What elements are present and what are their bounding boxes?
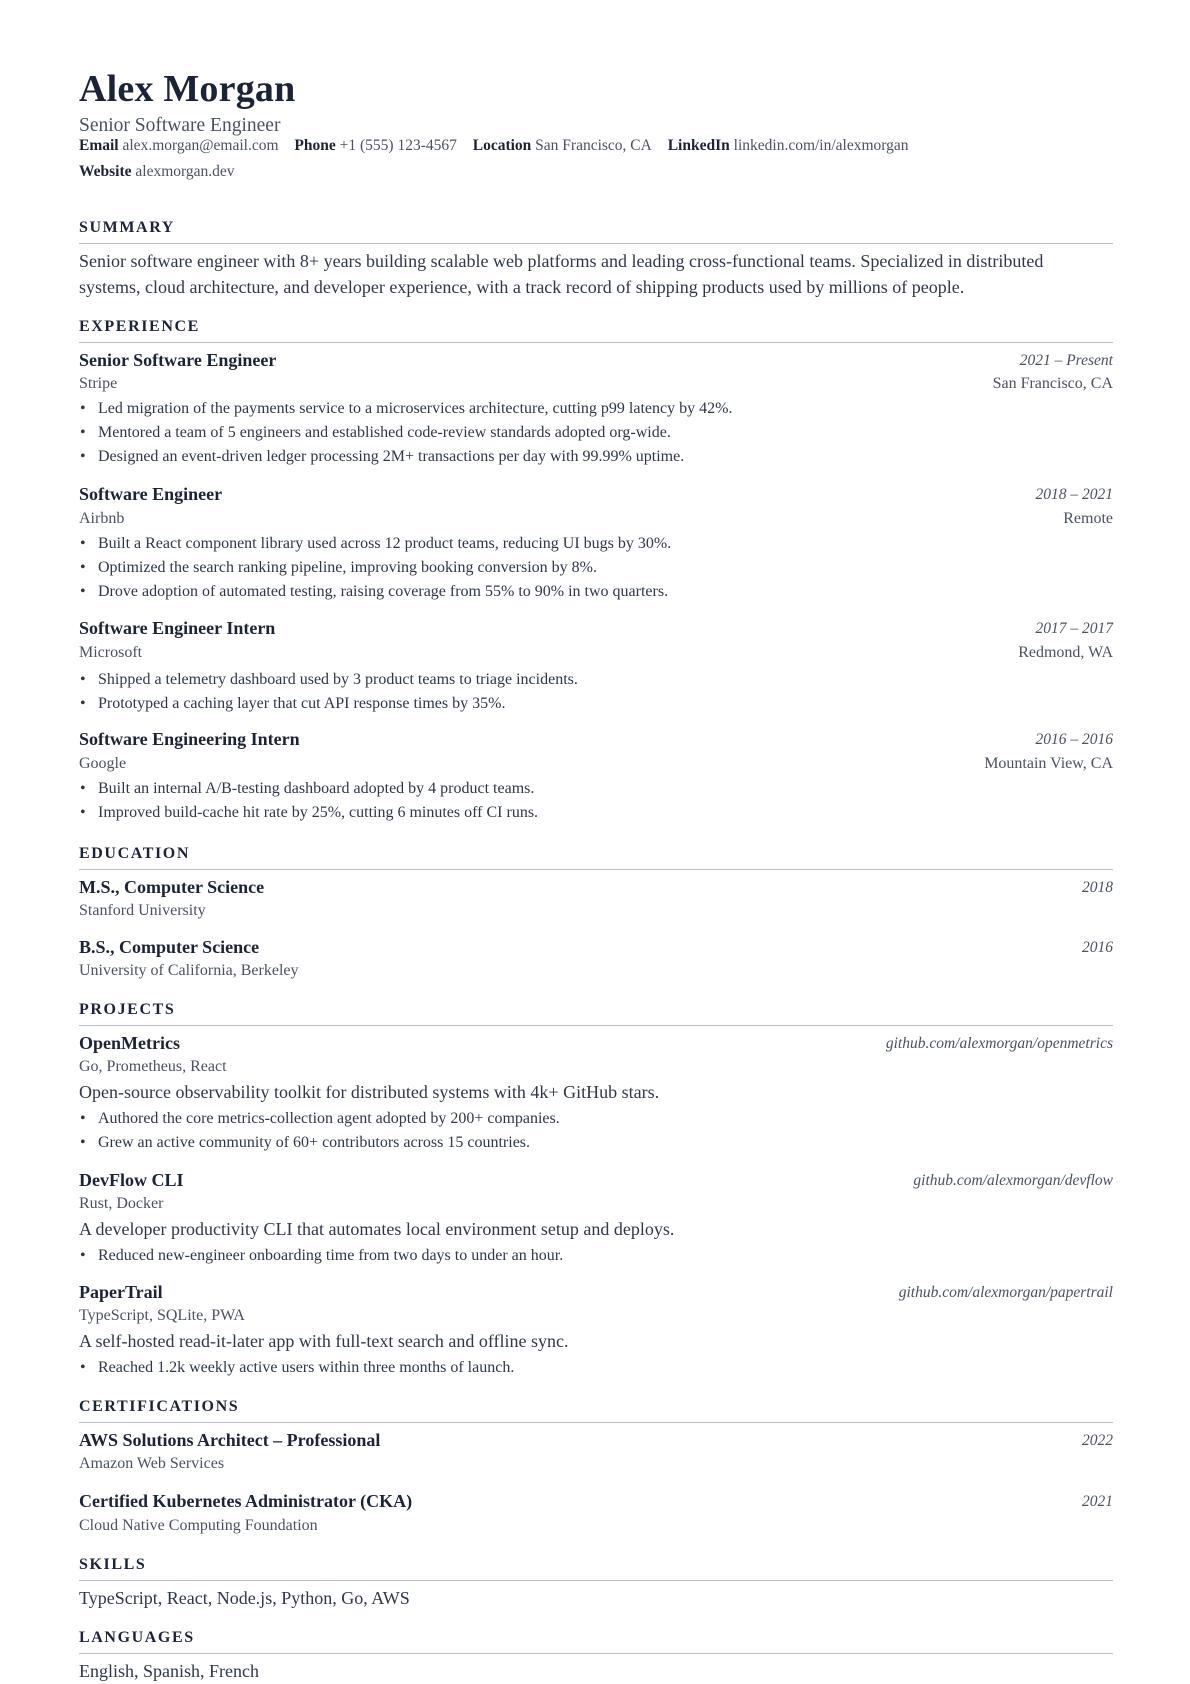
list-item: • Authored the core metrics-collection agent adopted by 200+ companies. [79, 1107, 1113, 1131]
job-dates: 2018 – 2021 [1035, 486, 1113, 503]
job-bullets [79, 532, 1113, 604]
list-item: • Optimized the search ranking pipeline, improving booking conversion by 8%. [79, 556, 1113, 580]
certification-issuer: Cloud Native Computing Foundation [79, 1517, 318, 1534]
contact-linkedin[interactable] [668, 137, 909, 154]
certification-name: AWS Solutions Architect – Professional [79, 1430, 381, 1450]
project-link[interactable]: github.com/alexmorgan/devflow [913, 1172, 1113, 1189]
contact-location [473, 137, 652, 154]
job-bullets [79, 668, 1113, 716]
section-title-languages: LANGUAGES [79, 1628, 1113, 1654]
project-link[interactable]: github.com/alexmorgan/papertrail [898, 1284, 1113, 1301]
job-role: Software Engineer Intern [79, 618, 276, 638]
list-item: • Designed an event-driven ledger processing 2M+ transactions per day with 99.99% uptime. [79, 445, 1113, 469]
list-item: • Improved build-cache hit rate by 25%, cutting 6 minutes off CI runs. [79, 801, 1113, 825]
summary-line: Senior software engineer with 8+ years building scalable web platforms and leading cross-functional teams. Specialized in distributed [79, 251, 1044, 271]
contact-website[interactable] [79, 163, 235, 180]
project-stack: TypeScript, SQLite, PWA [79, 1307, 245, 1324]
job-role: Senior Software Engineer [79, 350, 277, 370]
job-dates: 2021 – Present [1019, 352, 1113, 369]
list-item: • Drove adoption of automated testing, raising coverage from 55% to 90% in two quarters. [79, 580, 1113, 604]
project-description: Open-source observability toolkit for distributed systems with 4k+ GitHub stars. [79, 1082, 660, 1102]
section-title-skills: SKILLS [79, 1555, 1113, 1581]
certification-year: 2022 [1082, 1432, 1113, 1449]
job-location: San Francisco, CA [992, 375, 1113, 392]
list-item: • Reduced new-engineer onboarding time from two days to under an hour. [79, 1244, 1113, 1268]
graduation-year: 2016 [1082, 939, 1113, 956]
job-location: Mountain View, CA [984, 755, 1113, 772]
contact-value: +1 (555) 123-4567 [339, 137, 457, 154]
job-company: Microsoft [79, 644, 143, 661]
summary-line: systems, cloud architecture, and developer experience, with a track record of shipping products used by millions of people. [79, 277, 965, 297]
job-bullets [79, 397, 1113, 469]
section-title-projects: PROJECTS [79, 1000, 1113, 1026]
job-company: Stripe [79, 375, 118, 392]
skills-list: TypeScript, React, Node.js, Python, Go, AWS [79, 1588, 410, 1608]
job-role: Software Engineer [79, 484, 223, 504]
contact-phone[interactable] [294, 137, 456, 154]
job-dates: 2016 – 2016 [1035, 731, 1113, 748]
project-name: PaperTrail [79, 1282, 163, 1302]
school: University of California, Berkeley [79, 962, 299, 979]
graduation-year: 2018 [1082, 879, 1113, 896]
list-item: • Shipped a telemetry dashboard used by 3 product teams to triage incidents. [79, 668, 1113, 692]
project-bullets [79, 1356, 1113, 1380]
project-name: OpenMetrics [79, 1033, 180, 1053]
job-bullets [79, 777, 1113, 825]
project-stack: Rust, Docker [79, 1195, 164, 1212]
school: Stanford University [79, 902, 206, 919]
certification-issuer: Amazon Web Services [79, 1455, 225, 1472]
languages-list: English, Spanish, French [79, 1661, 259, 1681]
project-bullets [79, 1107, 1113, 1155]
degree: B.S., Computer Science [79, 937, 260, 957]
list-item: • Mentored a team of 5 engineers and established code-review standards adopted org-wide. [79, 421, 1113, 445]
candidate-headline: Senior Software Engineer [79, 115, 281, 136]
project-name: DevFlow CLI [79, 1170, 184, 1190]
contact-label: Phone [294, 137, 336, 154]
certification-name: Certified Kubernetes Administrator (CKA) [79, 1491, 413, 1511]
contact-label: Website [79, 163, 132, 180]
contact-value: San Francisco, CA [535, 137, 652, 154]
job-company: Google [79, 755, 127, 772]
certification-year: 2021 [1082, 1493, 1113, 1510]
job-role: Software Engineering Intern [79, 729, 300, 749]
section-title-certifications: CERTIFICATIONS [79, 1397, 1113, 1423]
project-description: A self-hosted read-it-later app with full-text search and offline sync. [79, 1331, 569, 1351]
project-description: A developer productivity CLI that automates local environment setup and deploys. [79, 1219, 675, 1239]
contact-value: linkedin.com/in/alexmorgan [733, 137, 909, 154]
list-item: • Reached 1.2k weekly active users within three months of launch. [79, 1356, 1113, 1380]
contact-value: alex.morgan@email.com [122, 137, 279, 154]
job-location: Redmond, WA [1018, 644, 1113, 661]
section-title-experience: EXPERIENCE [79, 317, 1113, 343]
job-company: Airbnb [79, 510, 125, 527]
list-item: • Grew an active community of 60+ contributors across 15 countries. [79, 1131, 1113, 1155]
degree: M.S., Computer Science [79, 877, 265, 897]
candidate-name: Alex Morgan [79, 68, 296, 110]
section-title-summary: SUMMARY [79, 218, 1113, 244]
section-title-education: EDUCATION [79, 844, 1113, 870]
project-stack: Go, Prometheus, React [79, 1058, 227, 1075]
project-bullets [79, 1244, 1113, 1268]
contact-value: alexmorgan.dev [135, 163, 235, 180]
list-item: • Prototyped a caching layer that cut API response times by 35%. [79, 692, 1113, 716]
contact-label: Location [472, 137, 532, 154]
contact-label: Email [79, 137, 119, 154]
list-item: • Led migration of the payments service to a microservices architecture, cutting p99 latency by 42%. [79, 397, 1113, 421]
contact-line [79, 135, 909, 157]
contact-label: LinkedIn [667, 137, 730, 154]
list-item: • Built a React component library used across 12 product teams, reducing UI bugs by 30%. [79, 532, 1113, 556]
project-link[interactable]: github.com/alexmorgan/openmetrics [885, 1035, 1113, 1052]
job-dates: 2017 – 2017 [1035, 620, 1113, 637]
contact-line [79, 161, 235, 183]
list-item: • Built an internal A/B-testing dashboard adopted by 4 product teams. [79, 777, 1113, 801]
job-location: Remote [1063, 510, 1113, 527]
contact-email[interactable] [79, 137, 279, 154]
